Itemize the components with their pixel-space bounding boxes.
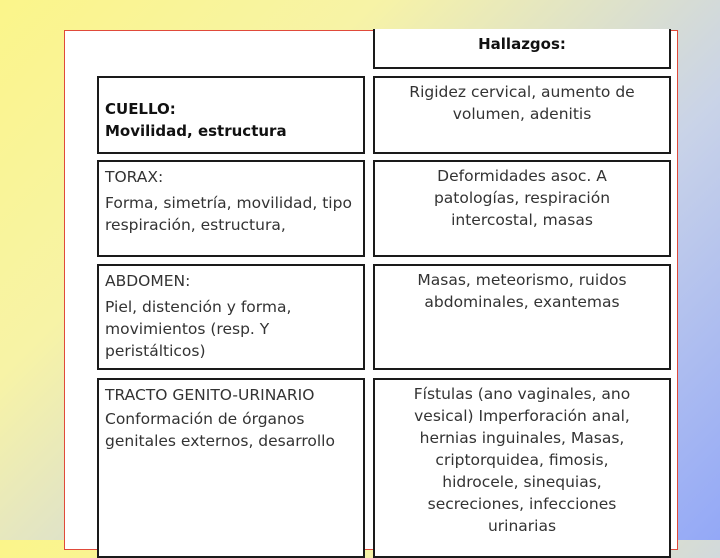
abdomen-title: ABDOMEN: (105, 272, 191, 290)
torax-finding-line: intercostal, masas (451, 211, 593, 229)
findings-header-title: Hallazgos: (478, 35, 566, 53)
abdomen-finding-line: Masas, meteorismo, ruidos (417, 271, 627, 289)
tracto-finding-line: criptorquidea, fimosis, (435, 451, 609, 469)
abdomen-findings-box (373, 264, 671, 370)
abdomen-description-line: movimientos (resp. Y (105, 320, 270, 338)
tracto-finding-line: urinarias (487, 517, 557, 535)
slide-sheet (64, 30, 678, 550)
tracto-finding-line: vesical) Imperforación anal, (414, 407, 630, 425)
torax-findings-box (373, 160, 671, 257)
cuello-description: Movilidad, estructura (105, 122, 287, 140)
tracto-description-line: genitales externos, desarrollo (105, 432, 335, 450)
abdomen-description-line: Piel, distención y forma, (105, 298, 292, 316)
tracto-finding-line: Fístulas (ano vaginales, ano (413, 385, 631, 403)
cuello-finding-line: Rigidez cervical, aumento de (409, 83, 635, 101)
tracto-findings-box (373, 378, 671, 558)
cuello-finding-line: volumen, adenitis (452, 105, 592, 123)
torax-finding-line: patologías, respiración (433, 189, 611, 207)
abdomen-description-line: peristálticos) (105, 342, 206, 360)
tracto-finding-line: hidrocele, sinequias, (442, 473, 602, 491)
torax-finding-line: Deformidades asoc. A (437, 167, 607, 185)
tracto-finding-line: hernias inguinales, Masas, (419, 429, 625, 447)
abdomen-finding-line: abdominales, exantemas (424, 293, 620, 311)
findings-header-box (373, 29, 671, 69)
torax-description-line: respiración, estructura, (105, 216, 286, 234)
torax-label-box (97, 160, 365, 257)
cuello-label-box (97, 76, 365, 154)
torax-title: TORAX: (105, 168, 164, 186)
tracto-label-box (97, 378, 365, 558)
abdomen-label-box (97, 264, 365, 370)
torax-description-line: Forma, simetría, movilidad, tipo (105, 194, 352, 212)
cuello-findings-box (373, 76, 671, 154)
cuello-title: CUELLO: (105, 100, 176, 118)
tracto-finding-line: secreciones, infecciones (427, 495, 617, 513)
tracto-description-line: Conformación de órganos (105, 410, 305, 428)
tracto-title: TRACTO GENITO-URINARIO (105, 386, 315, 404)
